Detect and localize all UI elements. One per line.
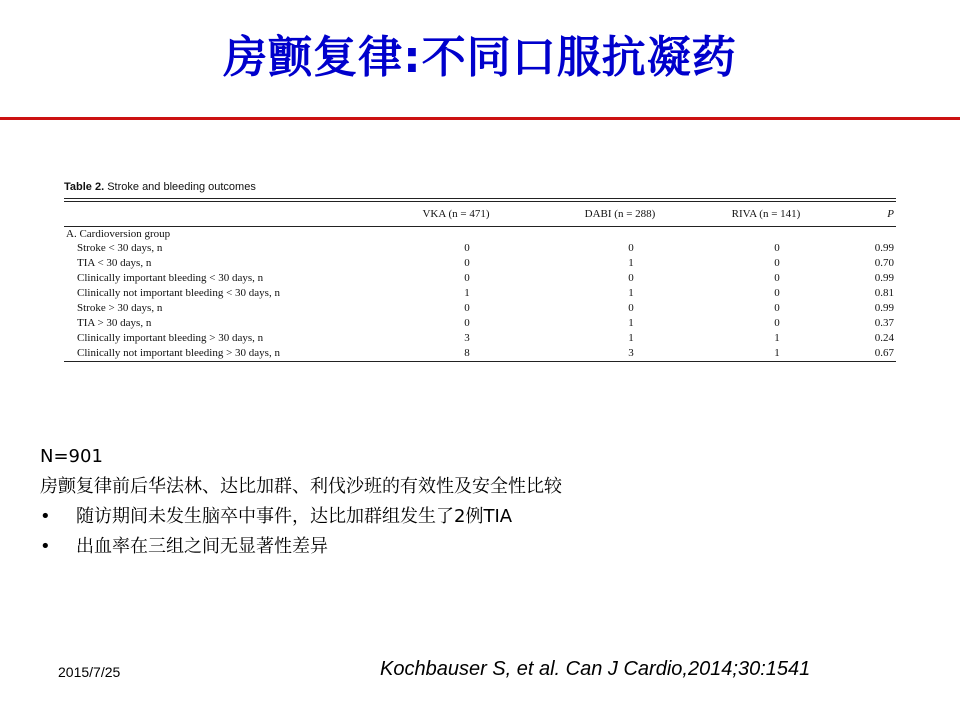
table-caption-label: Table 2. xyxy=(64,181,105,193)
table-caption-text: Stroke and bleeding outcomes xyxy=(107,181,256,193)
cell-p: 0.99 xyxy=(874,272,894,284)
cell-dabi: 0 xyxy=(628,302,634,314)
cell-p: 0.37 xyxy=(874,317,894,329)
cell-dabi: 3 xyxy=(628,347,634,359)
header-cell-riva: RIVA (n = 141) xyxy=(731,208,801,220)
cell-riva: 0 xyxy=(774,272,780,284)
table-row xyxy=(64,241,896,256)
cell-riva: 0 xyxy=(774,302,780,314)
row-label: Clinically not important bleeding < 30 days, n xyxy=(77,287,280,299)
bullet-text: 出血率在三组之间无显著性差异 xyxy=(76,536,328,557)
cell-p: 0.67 xyxy=(874,347,894,359)
cell-dabi: 0 xyxy=(628,272,634,284)
table-caption xyxy=(64,181,256,193)
cell-riva: 0 xyxy=(774,287,780,299)
bullet-item xyxy=(40,502,562,532)
cell-riva: 0 xyxy=(774,242,780,254)
table-row xyxy=(64,316,896,331)
cell-dabi: 1 xyxy=(628,287,634,299)
table-header-row xyxy=(64,202,896,226)
row-label: TIA < 30 days, n xyxy=(77,257,152,269)
header-cell-vka: VKA (n = 471) xyxy=(422,208,490,220)
cell-riva: 1 xyxy=(774,347,780,359)
table-header-rule xyxy=(64,226,896,227)
cell-p: 0.24 xyxy=(874,332,894,344)
table-row xyxy=(64,256,896,271)
table-group-label: A. Cardioversion group xyxy=(66,228,171,240)
cell-vka: 3 xyxy=(464,332,470,344)
bullet-item xyxy=(40,532,562,562)
header-cell-dabi: DABI (n = 288) xyxy=(584,208,656,220)
cell-riva: 0 xyxy=(774,317,780,329)
cell-vka: 0 xyxy=(464,272,470,284)
cell-dabi: 1 xyxy=(628,257,634,269)
cell-riva: 1 xyxy=(774,332,780,344)
outcomes-table xyxy=(64,198,896,362)
row-label: Stroke > 30 days, n xyxy=(77,302,163,314)
bullet-icon: • xyxy=(40,536,51,557)
row-label: TIA > 30 days, n xyxy=(77,317,152,329)
cell-vka: 0 xyxy=(464,302,470,314)
row-label: Clinically important bleeding > 30 days, n xyxy=(77,332,264,344)
cell-vka: 0 xyxy=(464,242,470,254)
cell-dabi: 0 xyxy=(628,242,634,254)
slide-title: 房颤复律:不同口服抗凝药 xyxy=(223,32,737,83)
table-row xyxy=(64,286,896,301)
table-row xyxy=(64,331,896,346)
table-row xyxy=(64,271,896,286)
footer-date: 2015/7/25 xyxy=(58,664,121,680)
table-row xyxy=(64,346,896,361)
cell-dabi: 1 xyxy=(628,317,634,329)
cell-dabi: 1 xyxy=(628,332,634,344)
cell-vka: 8 xyxy=(464,347,470,359)
summary-line: 房颤复律前后华法林、达比加群、利伐沙班的有效性及安全性比较 xyxy=(40,476,562,497)
table-row xyxy=(64,301,896,316)
row-label: Clinically not important bleeding > 30 days, n xyxy=(77,347,280,359)
header-cell-p: P xyxy=(887,208,894,220)
cell-riva: 0 xyxy=(774,257,780,269)
row-label: Stroke < 30 days, n xyxy=(77,242,163,254)
cell-p: 0.99 xyxy=(874,242,894,254)
cell-p: 0.70 xyxy=(874,257,894,269)
cell-p: 0.81 xyxy=(874,287,894,299)
table-top-rule xyxy=(64,198,896,199)
cell-vka: 0 xyxy=(464,317,470,329)
cell-p: 0.99 xyxy=(874,302,894,314)
title-divider xyxy=(0,117,960,120)
footer-citation: Kochbauser S, et al. Can J Cardio,2014;30:1541 xyxy=(380,658,811,680)
notes-block xyxy=(40,442,562,562)
bullet-icon: • xyxy=(40,506,51,527)
cell-vka: 0 xyxy=(464,257,470,269)
cell-vka: 1 xyxy=(464,287,470,299)
sample-size: N=901 xyxy=(40,446,103,467)
table-bottom-rule xyxy=(64,361,896,362)
bullet-text: 随访期间未发生脑卒中事件，达比加群组发生了2例TIA xyxy=(76,506,513,527)
row-label: Clinically important bleeding < 30 days, n xyxy=(77,272,264,284)
